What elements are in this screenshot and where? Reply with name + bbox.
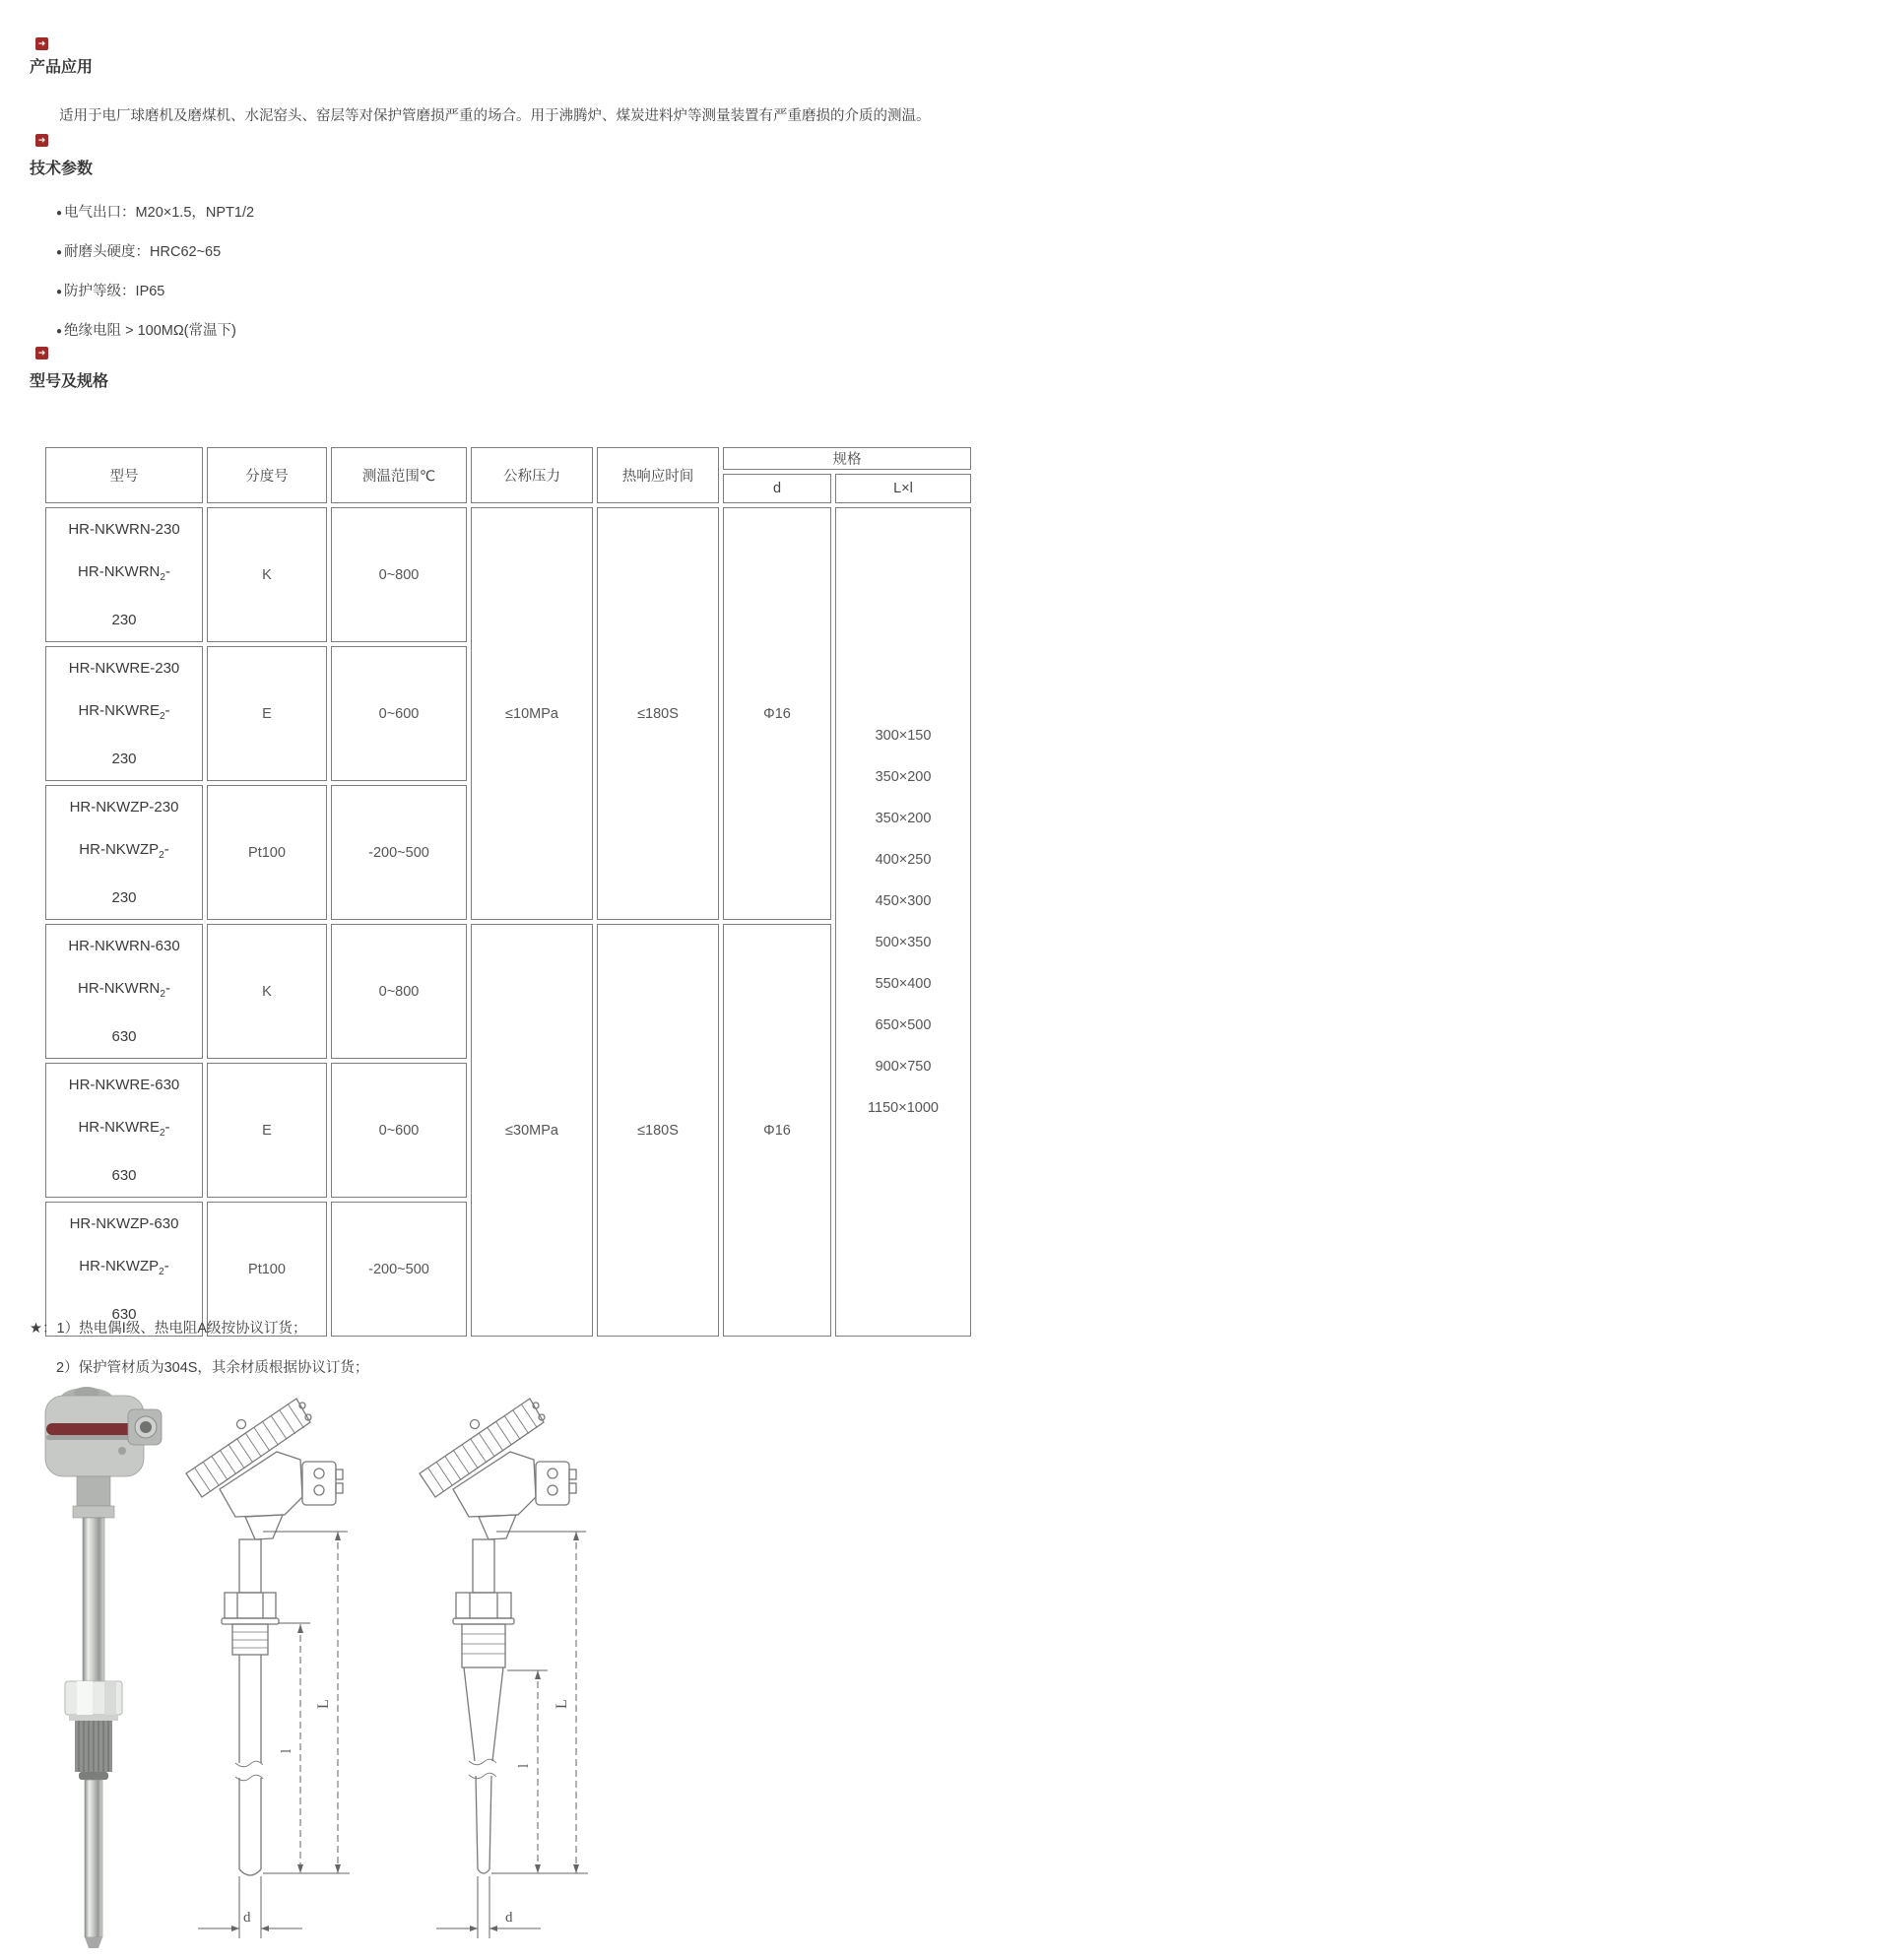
footnote-1: ★：1）热电偶Ⅰ级、热电阻A级按协议订货； — [30, 1321, 307, 1337]
graduation-cell: K — [207, 507, 327, 642]
model-cell: HR-NKWZP-230 $HR-NKWZP_2-$ 230 — [45, 785, 203, 920]
dim-label-l: l — [516, 1763, 532, 1768]
range-cell: -200~500 — [331, 1202, 467, 1337]
dim-label-L: L — [554, 1699, 570, 1709]
bullet-icon: ● — [56, 326, 63, 337]
response-cell: ≤180S — [597, 924, 719, 1337]
dim-label-L: L — [315, 1699, 332, 1709]
bullet-icon: ● — [56, 208, 63, 219]
bullet-icon: ● — [56, 247, 63, 258]
thermocouple-photo — [37, 1384, 165, 1955]
bullet-icon: ● — [56, 287, 63, 297]
graduation-cell: Pt100 — [207, 785, 327, 920]
model-cell: HR-NKWRN-630 $HR-NKWRN_2-$ 630 — [45, 924, 203, 1059]
application-body-text: 适用于电厂球磨机及磨煤机、水泥窑头、窑层等对保护管磨损严重的场合。用于沸腾炉、煤炭进料炉等测量装置有严重磨损的介质的测温。 — [59, 108, 931, 124]
dim-label-d: d — [505, 1910, 513, 1926]
range-cell: -200~500 — [331, 785, 467, 920]
section-title-models: 型号及规格 — [30, 373, 109, 390]
graduation-cell: E — [207, 1063, 327, 1198]
range-cell: 0~800 — [331, 507, 467, 642]
response-cell: ≤180S — [597, 507, 719, 920]
col-header-pressure: 公称压力 — [471, 447, 593, 503]
model-cell: HR-NKWRN-230 $HR-NKWRN_2-$ 230 — [45, 507, 203, 642]
graduation-cell: E — [207, 646, 327, 781]
lxl-sizes-cell: 300×150 350×200 350×200 400×250 450×300 500×350 550×400 650×500 900×750 1150×1000 — [835, 507, 971, 1337]
diameter-cell: Φ16 — [723, 507, 831, 920]
range-cell: 0~600 — [331, 646, 467, 781]
section-marker-icon: ➜ — [35, 37, 48, 50]
list-item: ● 绝缘电阻 > 100MΩ(常温下) — [56, 323, 236, 339]
col-header-graduation: 分度号 — [207, 447, 327, 503]
drawing-straight-tube — [180, 1379, 372, 1960]
range-cell: 0~800 — [331, 924, 467, 1059]
model-cell: HR-NKWRE-630 $HR-NKWRE_2-$ 630 — [45, 1063, 203, 1198]
section-title-parameters: 技术参数 — [30, 161, 94, 177]
col-header-response: 热响应时间 — [597, 447, 719, 503]
section-title-application: 产品应用 — [30, 59, 94, 76]
pressure-cell: ≤10MPa — [471, 507, 593, 920]
drawing-tapered-tube — [407, 1379, 609, 1960]
table-row — [45, 507, 971, 642]
range-cell: 0~600 — [331, 1063, 467, 1198]
table-row — [45, 924, 971, 1059]
dim-label-l: l — [279, 1748, 294, 1753]
col-header-lxl: L×l — [835, 474, 971, 503]
diameter-cell: Φ16 — [723, 924, 831, 1337]
model-cell: HR-NKWRE-230 $HR-NKWRE_2-$ 230 — [45, 646, 203, 781]
col-header-spec: 规格 — [723, 447, 971, 470]
col-header-range: 测温范围℃ — [331, 447, 467, 503]
section-marker-icon: ➜ — [35, 347, 48, 359]
model-cell: HR-NKWZP-630 $HR-NKWZP_2-$ 630 — [45, 1202, 203, 1337]
list-item: ● 防护等级：IP65 — [56, 284, 165, 299]
graduation-cell: K — [207, 924, 327, 1059]
dim-label-d: d — [243, 1910, 251, 1926]
list-item: ● 耐磨头硬度：HRC62~65 — [56, 244, 222, 260]
section-marker-icon: ➜ — [35, 134, 48, 147]
spec-table — [41, 443, 975, 1340]
graduation-cell: Pt100 — [207, 1202, 327, 1337]
col-header-model: 型号 — [45, 447, 203, 503]
col-header-d: d — [723, 474, 831, 503]
parameter-list — [56, 193, 254, 351]
pressure-cell: ≤30MPa — [471, 924, 593, 1337]
list-item: ● 电气出口：M20×1.5，NPT1/2 — [56, 205, 255, 221]
footnote-2: 2）保护管材质为304S，其余材质根据协议订货； — [56, 1360, 369, 1376]
